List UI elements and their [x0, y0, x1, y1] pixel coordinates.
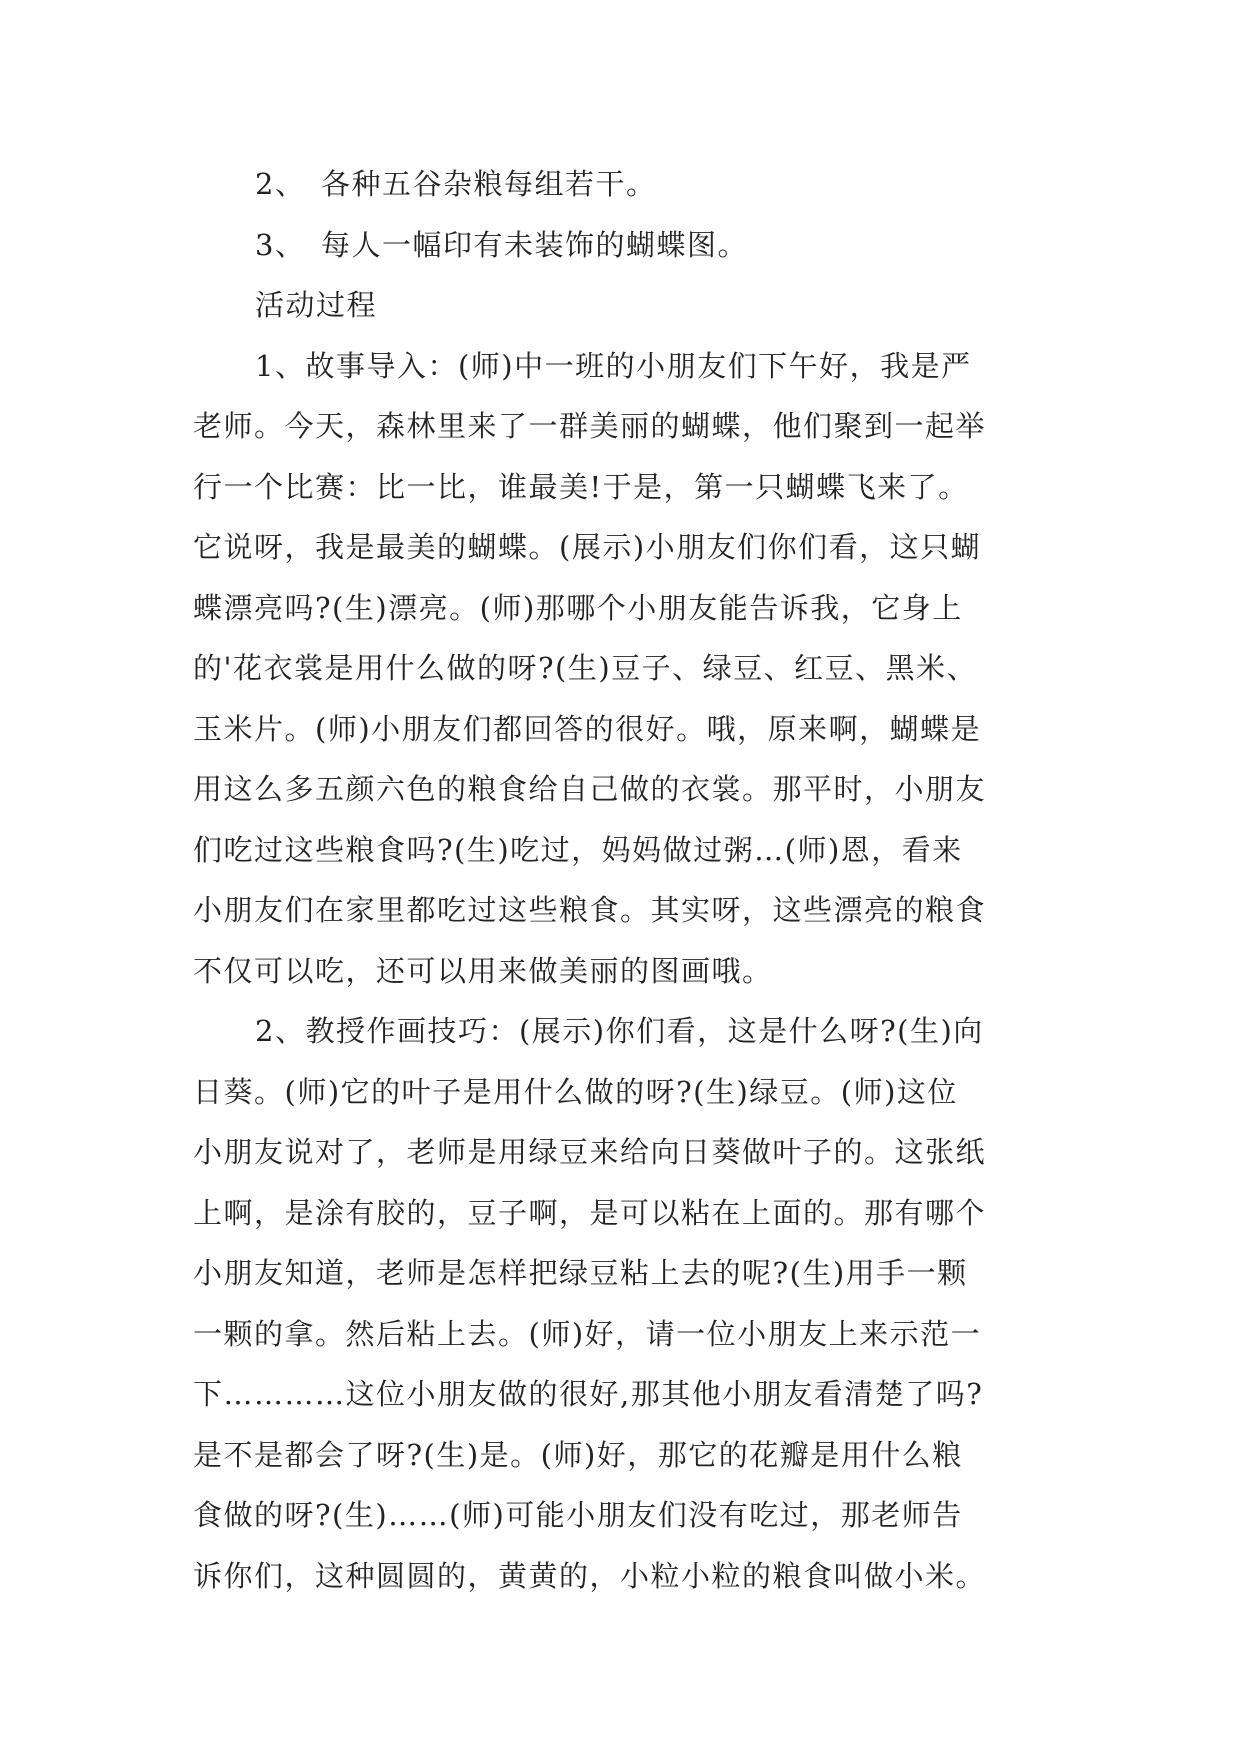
paragraph-line: 玉米片。(师)小朋友们都回答的很好。哦，原来啊，蝴蝶是 — [193, 711, 982, 746]
paragraph-line: 一颗的拿。然后粘上去。(师)好，请一位小朋友上来示范一 — [193, 1316, 982, 1351]
paragraph-line: 日葵。(师)它的叶子是用什么做的呀?(生)绿豆。(师)这位 — [193, 1074, 958, 1109]
document-body — [193, 154, 1073, 1606]
paragraph-line: 小朋友们在家里都吃过这些粮食。其实呀，这些漂亮的粮食 — [193, 893, 987, 927]
paragraph-line: 老师。今天，森林里来了一群美丽的蝴蝶，他们聚到一起举 — [193, 409, 987, 443]
paragraph-line: 上啊，是涂有胶的，豆子啊，是可以粘在上面的。那有哪个 — [193, 1195, 987, 1230]
paragraph-line: 诉你们，这种圆圆的，黄黄的，小粒小粒的粮食叫做小米。 — [193, 1558, 987, 1593]
item-text: 每人一幅印有未装饰的蝴蝶图。 — [321, 227, 749, 262]
paragraph-line: 是不是都会了呀?(生)是。(师)好，那它的花瓣是用什么粮 — [193, 1437, 963, 1472]
paragraph-line: 不仅可以吃，还可以用来做美丽的图画哦。 — [193, 953, 773, 988]
item-number: 2、 — [255, 167, 306, 201]
paragraph-line: 们吃过这些粮食吗?(生)吃过，妈妈做过粥…(师)恩，看来 — [193, 832, 963, 867]
paragraph-line: 用这么多五颜六色的粮食给自己做的衣裳。那平时，小朋友 — [193, 772, 987, 806]
paragraph-line: 它说呀，我是最美的蝴蝶。(展示)小朋友们你们看，这只蝴 — [193, 530, 982, 564]
item-number: 3、 — [255, 227, 306, 262]
paragraph-line: 小朋友说对了，老师是用绿豆来给向日葵做叶子的。这张纸 — [193, 1135, 987, 1169]
material-item-3 — [193, 215, 1073, 276]
paragraph-line: 1、故事导入：(师)中一班的小朋友们下午好，我是严 — [255, 348, 972, 383]
item-text: 各种五谷杂粮每组若干。 — [321, 167, 657, 201]
paragraph-line: 食做的呀?(生)……(师)可能小朋友们没有吃过，那老师告 — [193, 1498, 963, 1532]
paragraph-line: 蝶漂亮吗?(生)漂亮。(师)那哪个小朋友能告诉我，它身上 — [193, 590, 963, 625]
paragraph-line: 2、教授作画技巧：(展示)你们看，这是什么呀?(生)向 — [255, 1014, 984, 1048]
paragraph-line: 行一个比赛：比一比，谁最美!于是，第一只蝴蝶飞来了。 — [193, 469, 969, 504]
paragraph-line: 下…………这位小朋友做的很好,那其他小朋友看清楚了吗? — [193, 1377, 984, 1411]
paragraph-line: 的'花衣裳是用什么做的呀?(生)豆子、绿豆、红豆、黑米、 — [193, 651, 978, 685]
section-heading: 活动过程 — [255, 288, 378, 322]
paragraph-line: 小朋友知道，老师是怎样把绿豆粘上去的呢?(生)用手一颗 — [193, 1256, 968, 1290]
material-item-2 — [193, 154, 1073, 215]
